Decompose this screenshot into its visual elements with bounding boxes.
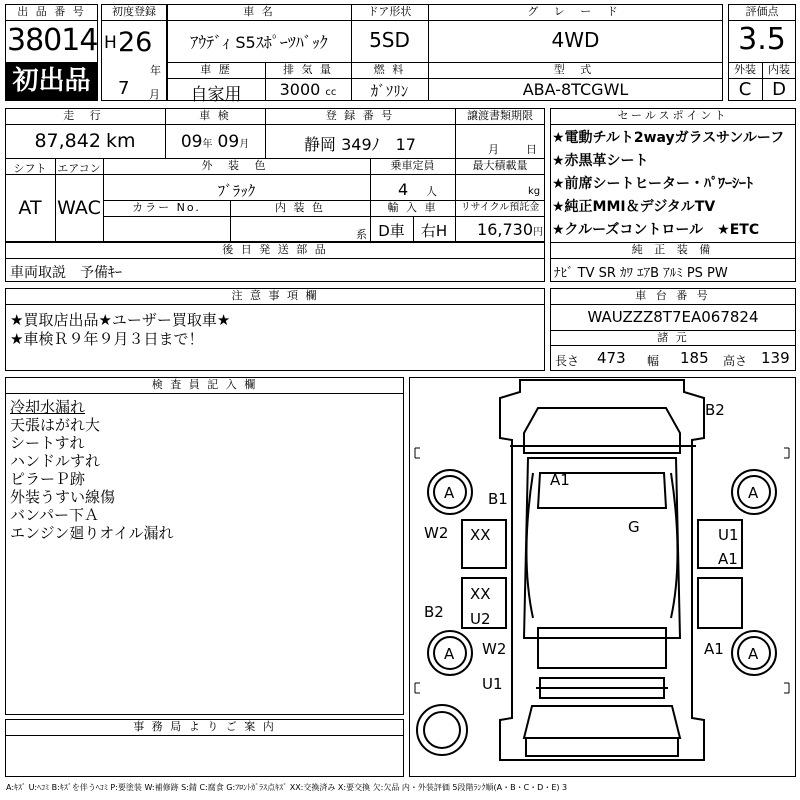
grade: 4WD <box>551 28 600 52</box>
car-outline-diagram <box>410 378 794 775</box>
inspection-year: 09 <box>180 132 203 152</box>
fuel: ｶﾞｿﾘﾝ <box>370 82 409 100</box>
era: H <box>104 33 117 53</box>
damage-mark: A1 <box>550 471 570 489</box>
later-parts: 車両取説 予備ｷｰ <box>10 265 122 281</box>
car-name-label: 車 名 <box>243 5 275 18</box>
inspector-line: 外装うすい線傷 <box>10 488 116 506</box>
chassis-number: WAUZZZ8T7EA067824 <box>587 308 759 326</box>
history-label: 車 歴 <box>200 63 232 76</box>
note-line: ★車検Ｒ９年９月３日まで！ <box>10 330 204 348</box>
delivery-day-unit: 日 <box>526 143 537 156</box>
registration-label: 登 録 番 号 <box>325 109 395 122</box>
genuine-equipment: ﾅﾋﾞ TV SR ｶﾜ ｴｱB ｱﾙﾐ PS PW <box>554 266 728 281</box>
inspection-year-unit: 年 <box>202 139 213 150</box>
inspector-line: バンパー下Ａ <box>10 506 99 524</box>
shift-label: シフト <box>13 162 47 175</box>
max-load-unit: kg <box>528 186 541 197</box>
door-type: 5SD <box>369 28 410 52</box>
model-label: 型 式 <box>553 63 598 76</box>
air-conditioner: WAC <box>57 197 101 219</box>
delivery-month-unit: 月 <box>488 143 499 156</box>
first-reg-label: 初度登録 <box>112 5 156 18</box>
recycle-label: リサイクル預託金 <box>460 202 540 213</box>
mileage <box>5 130 165 152</box>
interior-grade-label: 内装 <box>768 63 790 76</box>
damage-mark: A1 <box>704 640 724 658</box>
history: 自家用 <box>190 85 242 105</box>
inspector-label: 検 査 員 記 入 欄 <box>151 378 258 391</box>
sales-point: ★純正MMI＆デジタルTV <box>552 199 716 215</box>
capacity-label: 乗車定員 <box>390 159 435 172</box>
overall-score: 3.5 <box>738 22 786 57</box>
exterior-grade: C <box>738 79 752 100</box>
shift: AT <box>18 197 42 219</box>
fuel-label: 燃 料 <box>373 63 406 76</box>
damage-mark: W2 <box>482 640 507 658</box>
registration-number: 静岡 349ﾉ 17 <box>304 135 416 154</box>
month: 7 <box>118 78 130 99</box>
year: 26 <box>118 27 153 58</box>
damage-mark: U1 <box>482 675 503 693</box>
damage-mark: W2 <box>424 524 449 542</box>
color-number-label: カラー No. <box>132 201 201 214</box>
year-unit: 年 <box>150 64 161 77</box>
steering-side: 右H <box>420 222 448 240</box>
color-label: 外 装 色 <box>201 159 272 172</box>
height: 139 <box>761 349 790 367</box>
max-load-label: 最大積載量 <box>472 159 528 172</box>
damage-mark: A <box>748 645 759 663</box>
inspection-date <box>165 132 265 152</box>
displacement <box>265 80 351 99</box>
exterior-grade-label: 外装 <box>734 63 756 76</box>
genuine-equipment-label: 純 正 装 備 <box>631 243 715 256</box>
model-code: ABA-8TCGWL <box>522 80 629 99</box>
damage-diagram <box>409 377 796 777</box>
import-label: 輸 入 車 <box>387 201 438 214</box>
interior-color-label: 内 装 色 <box>275 201 325 214</box>
damage-mark: XX <box>470 585 491 603</box>
legend: A:ｷｽﾞ U:ﾍｺﾐ B:ｷｽﾞを伴うﾍｺﾐ P:要塗装 W:補修跡 S:錆 C:腐食 G:ﾌﾛﾝﾄｶﾞﾗｽ点ｷｽﾞ XX:交換済み X:要交換 欠:欠品 内・外装評価 5段階ﾗﾝｸ順(A・B・C・D・E) 3 <box>6 783 568 792</box>
inspector-line: ピラーＰ跡 <box>10 470 86 488</box>
recycle-value: 16,730 <box>477 220 533 239</box>
inspection-label: 車 検 <box>199 109 231 122</box>
width: 185 <box>680 349 709 367</box>
capacity-value: 4 <box>398 180 409 199</box>
lot-number: 38014 <box>7 23 98 58</box>
import-car: D車 <box>378 222 405 240</box>
later-parts-label: 後 日 発 送 部 品 <box>222 243 328 256</box>
capacity-unit: 人 <box>426 185 437 198</box>
damage-mark: G <box>628 518 640 536</box>
displacement-value: 3000 <box>279 80 321 99</box>
inspector-line: ハンドルすれ <box>10 452 101 470</box>
damage-mark: A <box>444 645 455 663</box>
width-label: 幅 <box>647 354 660 368</box>
sales-point: ★電動チルト2wayガラスサンルーフ <box>552 130 785 146</box>
damage-mark: U2 <box>470 610 491 628</box>
inspector-line: エンジン廻りオイル漏れ <box>10 524 174 542</box>
damage-mark: A1 <box>718 550 738 568</box>
interior-color-suffix: 系 <box>356 228 367 241</box>
interior-grade: D <box>772 79 786 100</box>
inspection-month: 09 <box>217 132 240 152</box>
displacement-unit: cc <box>325 87 337 98</box>
mileage-value: 87,842 <box>34 130 101 152</box>
delivery-deadline-label: 譲渡書類期限 <box>467 109 533 122</box>
grade-label: グ レ ー ド <box>527 5 624 18</box>
month-unit: 月 <box>149 88 160 101</box>
car-name: ｱｳﾃﾞｨ S5ｽﾎﾟｰﾂﾊﾞｯｸ <box>190 33 328 52</box>
damage-mark: B1 <box>488 490 508 508</box>
score-label: 評価点 <box>745 5 779 18</box>
damage-mark: A <box>748 484 759 502</box>
first-listing-badge: 初出品 <box>6 63 97 100</box>
exterior-color: ﾌﾞﾗｯｸ <box>217 182 256 200</box>
damage-mark: A <box>444 484 455 502</box>
specs-label: 諸 元 <box>657 331 689 344</box>
chassis-label: 車 台 番 号 <box>635 289 711 302</box>
damage-mark: B2 <box>705 401 725 419</box>
inspector-line: 冷却水漏れ <box>10 398 86 416</box>
door-label: ドア形状 <box>367 5 412 18</box>
inspection-month-unit: 月 <box>239 139 250 150</box>
length-label: 長さ <box>555 354 580 368</box>
length: 473 <box>597 349 626 367</box>
office-label: 事 務 局 よ り ご 案 内 <box>133 720 276 733</box>
sales-points-label: セールスポイント <box>617 109 729 122</box>
mileage-label: 走 行 <box>63 109 107 122</box>
sales-point: ★前席シートヒーター・ﾊﾟﾜｰｼｰﾄ <box>552 176 753 192</box>
ac-label: エアコン <box>57 162 101 175</box>
recycle-unit: 円 <box>533 227 543 238</box>
recycle-fee <box>455 220 543 239</box>
inspector-line: 天張はがれ大 <box>10 416 101 434</box>
damage-mark: B2 <box>424 603 444 621</box>
inspector-line: シートすれ <box>10 434 85 452</box>
sales-point: ★クルーズコントロール ★ETC <box>552 222 760 238</box>
height-label: 高さ <box>723 354 748 368</box>
damage-mark: XX <box>470 526 491 544</box>
displacement-label: 排 気 量 <box>283 63 333 76</box>
notes-label: 注 意 事 項 欄 <box>231 289 319 302</box>
lot-number-label: 出 品 番 号 <box>17 5 86 18</box>
note-line: ★買取店出品★ユーザー買取車★ <box>10 311 231 329</box>
mileage-unit: km <box>106 130 136 152</box>
damage-mark: U1 <box>718 526 739 544</box>
sales-point: ★赤黒革シート <box>552 153 649 169</box>
